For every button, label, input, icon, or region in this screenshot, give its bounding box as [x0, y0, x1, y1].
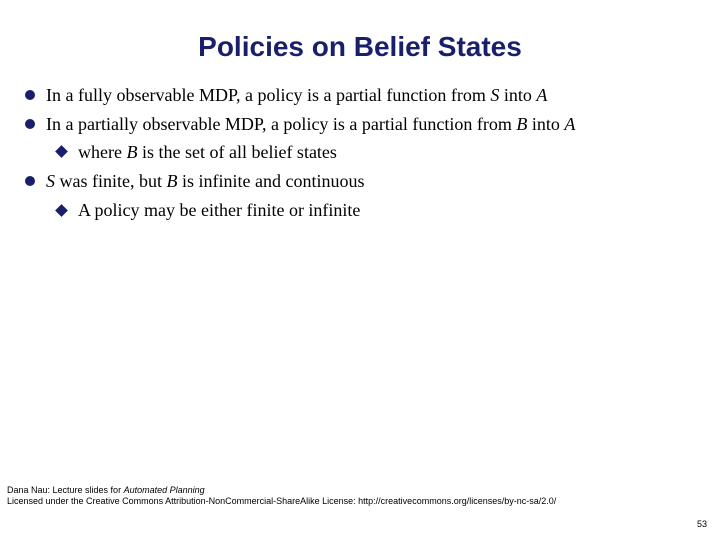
math-variable: S [490, 85, 500, 105]
bullet-text: In a partially observable MDP, a policy is a partial function from [46, 114, 517, 134]
footer-license: Licensed under the Creative Commons Attribution-NonCommercial-ShareAlike License: http://creativecommons.org/licenses/by-nc-sa/2.0/ [7, 496, 557, 506]
bullet-text: was finite, but [55, 171, 167, 191]
math-variable: S [46, 171, 55, 191]
footer-text: Dana Nau: Lecture slides for [7, 485, 124, 495]
sub-bullet-item [78, 141, 337, 163]
math-variable: A [536, 85, 548, 105]
footer-book-title: Automated Planning [123, 485, 205, 495]
math-variable: B [516, 114, 528, 134]
page-number: 53 [696, 519, 707, 529]
bullet-item [46, 113, 575, 135]
slide-title: Policies on Belief States [198, 31, 522, 62]
bullet-dot-icon [25, 90, 35, 100]
sub-bullet-item [78, 199, 360, 221]
diamond-bullet-icon [55, 204, 68, 217]
bullet-text: is the set of all belief states [137, 142, 337, 162]
bullet-text: In a fully observable MDP, a policy is a partial function from [46, 85, 491, 105]
math-variable: A [564, 114, 576, 134]
footer-credit [7, 485, 556, 507]
bullet-text: into [499, 85, 537, 105]
math-variable: B [166, 171, 178, 191]
bullet-text: A policy may be either finite or infinite [78, 200, 361, 220]
bullet-text: where [78, 142, 127, 162]
bullet-item [46, 170, 364, 192]
bullet-item [46, 84, 547, 106]
bullet-dot-icon [25, 176, 35, 186]
bullet-dot-icon [25, 119, 35, 129]
bullet-text: is infinite and continuous [177, 171, 365, 191]
bullet-text: into [527, 114, 565, 134]
math-variable: B [126, 142, 138, 162]
diamond-bullet-icon [55, 145, 68, 158]
